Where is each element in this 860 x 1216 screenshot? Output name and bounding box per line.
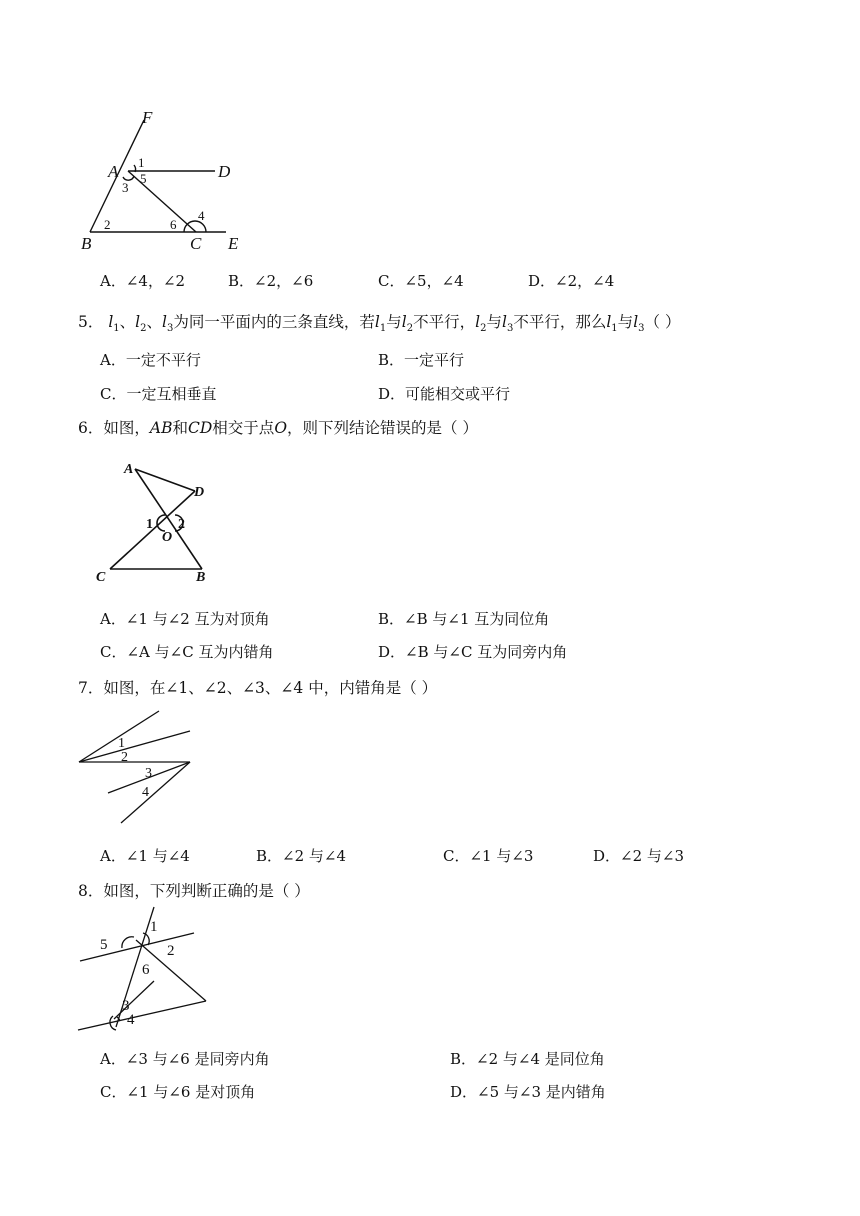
q7-option-c[interactable] — [443, 845, 533, 866]
option-letter: D． — [378, 385, 406, 403]
option-text: ∠2，∠4 — [555, 272, 615, 290]
subscript: 3 — [638, 323, 645, 335]
separator: 、 — [119, 313, 136, 331]
q4-option-a[interactable] — [100, 270, 185, 291]
stem-text: 与 — [386, 313, 402, 331]
angle-5-label: 5 — [140, 171, 147, 186]
angle-1-label: 1 — [146, 517, 153, 532]
separator: 、 — [146, 313, 163, 331]
q4-option-d[interactable] — [528, 270, 614, 291]
q4-option-c[interactable] — [378, 270, 464, 291]
angle-1-label: 1 — [150, 919, 158, 935]
q5-option-d[interactable] — [378, 383, 510, 404]
line-l3: l — [633, 313, 639, 331]
option-letter: B． — [228, 272, 255, 290]
option-text: ∠2 与∠4 — [282, 847, 347, 865]
option-text: ∠1 与∠4 — [125, 847, 190, 865]
option-text: ∠2，∠6 — [254, 272, 314, 290]
option-letter: C． — [100, 385, 127, 403]
label-E: E — [228, 234, 239, 253]
stem-text: 如图， — [103, 419, 150, 437]
stem-text: 为同一平面内的三条直线，若 — [173, 313, 375, 331]
stem-text: 与 — [617, 313, 634, 331]
option-text: ∠4，∠2 — [125, 272, 186, 290]
stem-o: O — [274, 419, 288, 437]
option-letter: C． — [378, 272, 405, 290]
q8-option-a[interactable] — [100, 1048, 270, 1069]
q7-stem — [78, 676, 437, 698]
angle-3-label: 3 — [122, 180, 129, 195]
option-text: 一定不平行 — [125, 351, 201, 369]
label-C: C — [96, 570, 106, 585]
label-A: A — [108, 162, 119, 181]
option-text: ∠B 与∠C 互为同旁内角 — [405, 643, 568, 661]
q6-option-a[interactable] — [100, 608, 270, 629]
stem-text: 不平行，那么 — [513, 313, 607, 331]
q5-option-a[interactable] — [100, 349, 201, 370]
option-text: ∠1 与∠6 是对顶角 — [126, 1083, 256, 1101]
option-text: ∠2 与∠3 — [620, 847, 685, 865]
figure-q7 — [76, 705, 196, 830]
q6-stem — [78, 416, 478, 438]
question-number: 5． — [78, 313, 104, 331]
stem-ab: AB — [149, 419, 173, 437]
option-letter: B． — [256, 847, 283, 865]
question-number: 6． — [78, 419, 104, 437]
q5-option-b[interactable] — [378, 349, 464, 370]
option-letter: A． — [100, 847, 126, 865]
option-letter: D． — [378, 643, 406, 661]
q5-stem — [78, 310, 680, 334]
q8-stem — [78, 879, 310, 901]
angle-2-label: 2 — [121, 750, 128, 765]
stem-text: 不平行， — [413, 313, 476, 331]
angle-5-label: 5 — [100, 937, 108, 953]
option-letter: A． — [100, 272, 126, 290]
q7-option-d[interactable] — [593, 845, 684, 866]
stem-text: 相交于点 — [212, 419, 275, 437]
angle-4-label: 4 — [127, 1012, 135, 1028]
line-l2: l — [475, 313, 481, 331]
question-number: 8． — [78, 882, 104, 900]
stem-text: 和 — [172, 419, 188, 437]
subscript: 2 — [140, 323, 147, 335]
angle-4-label: 4 — [198, 208, 205, 223]
q6-option-c[interactable] — [100, 641, 273, 662]
label-D: D — [218, 162, 231, 181]
option-text: ∠5，∠4 — [404, 272, 464, 290]
angle-3-label: 3 — [122, 998, 130, 1014]
angle-6-label: 6 — [142, 962, 150, 978]
angle-2-label: 2 — [167, 943, 175, 959]
q6-option-d[interactable] — [378, 641, 567, 662]
stem-cd: CD — [188, 419, 213, 437]
option-text: 一定互相垂直 — [126, 385, 217, 403]
option-text: ∠1 与∠2 互为对顶角 — [125, 610, 270, 628]
question-number: 7． — [78, 679, 104, 697]
q7-option-a[interactable] — [100, 845, 190, 866]
option-text: ∠1 与∠3 — [469, 847, 534, 865]
angle-2-label: 2 — [104, 217, 111, 232]
q8-option-c[interactable] — [100, 1081, 255, 1102]
subscript: 1 — [379, 323, 387, 335]
label-D: D — [194, 485, 205, 500]
stem-text: ，则下列结论错误的是（ ） — [287, 419, 478, 437]
subscript: 1 — [113, 323, 120, 335]
stem-text: 如图，下列判断正确的是（ ） — [103, 882, 310, 900]
angle-6-label: 6 — [170, 217, 177, 232]
line-l3: l — [501, 313, 507, 331]
angle-1-label: 1 — [118, 736, 125, 751]
option-letter: D． — [528, 272, 556, 290]
q5-option-c[interactable] — [100, 383, 217, 404]
option-text: ∠3 与∠6 是同旁内角 — [125, 1050, 270, 1068]
angle-3-label: 3 — [145, 766, 152, 781]
subscript: 1 — [611, 323, 618, 335]
line-l3: l — [162, 313, 167, 331]
q7-option-b[interactable] — [256, 845, 346, 866]
label-O: O — [162, 530, 173, 545]
figure-q8 — [76, 903, 226, 1038]
option-letter: A． — [100, 1050, 126, 1068]
line-l1: l — [374, 313, 380, 331]
stem-text: 与 — [486, 313, 502, 331]
angle-4-label: 4 — [142, 785, 149, 800]
label-F: F — [142, 108, 153, 127]
option-text: ∠A 与∠C 互为内错角 — [126, 643, 274, 661]
figure-q6 — [90, 455, 230, 587]
line-l2: l — [135, 313, 141, 331]
stem-text: （ ） — [644, 313, 681, 331]
label-C: C — [190, 234, 202, 253]
option-text: ∠2 与∠4 是同位角 — [476, 1050, 605, 1068]
option-letter: B． — [450, 1050, 477, 1068]
option-letter: D． — [450, 1083, 478, 1101]
line-l1: l — [606, 313, 612, 331]
option-letter: A． — [100, 610, 126, 628]
option-letter: B． — [378, 351, 405, 369]
label-B: B — [81, 234, 92, 253]
subscript: 2 — [480, 323, 487, 335]
option-letter: C． — [100, 1083, 127, 1101]
label-A: A — [124, 462, 134, 477]
angle-2-label: 2 — [178, 517, 185, 532]
label-B: B — [196, 570, 206, 585]
option-letter: D． — [593, 847, 621, 865]
option-text: ∠B 与∠1 互为同位角 — [404, 610, 550, 628]
option-letter: C． — [443, 847, 470, 865]
q8-option-d[interactable] — [450, 1081, 606, 1102]
option-letter: C． — [100, 643, 127, 661]
stem-text: 如图，在∠1、∠2、∠3、∠4 中，内错角是（ ） — [103, 679, 438, 697]
option-text: 一定平行 — [404, 351, 465, 369]
option-letter: A． — [100, 351, 126, 369]
q4-option-b[interactable] — [228, 270, 313, 291]
angle-1-label: 1 — [138, 155, 145, 170]
q8-option-b[interactable] — [450, 1048, 605, 1069]
figure-q4 — [78, 105, 268, 257]
option-text: ∠5 与∠3 是内错角 — [477, 1083, 606, 1101]
q6-option-b[interactable] — [378, 608, 549, 629]
line-l1: l — [108, 313, 114, 331]
option-text: 可能相交或平行 — [405, 385, 511, 403]
option-letter: B． — [378, 610, 405, 628]
subscript: 2 — [406, 323, 414, 335]
subscript: 3 — [506, 323, 514, 335]
line-l2: l — [401, 313, 407, 331]
subscript: 3 — [167, 323, 174, 335]
